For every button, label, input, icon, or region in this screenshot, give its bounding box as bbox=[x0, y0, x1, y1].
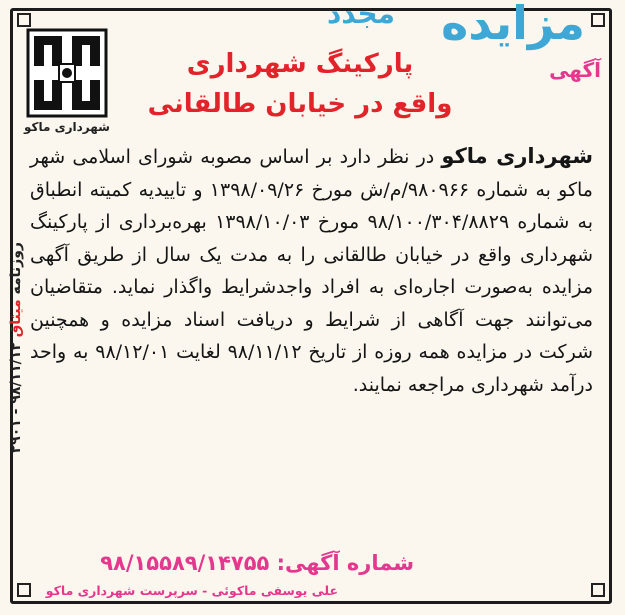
newspaper-side-label bbox=[8, 242, 32, 454]
municipality-logo-icon bbox=[26, 28, 108, 118]
body-lead: شهرداری ماکو bbox=[441, 144, 593, 168]
ad-number: شماره آگهی: ۹۸/۱۵۵۸۹/۱۴۷۵۵ bbox=[100, 551, 414, 575]
logo-caption: شهرداری ماکو bbox=[24, 120, 110, 134]
frame-corner bbox=[591, 583, 605, 597]
title-line-2: واقع در خیابان طالقانی bbox=[147, 89, 453, 119]
side-issue: ۹۸/۱۱/۱۲ - ۲۹۰۱ bbox=[8, 342, 24, 454]
header-banner bbox=[326, 0, 585, 50]
body-text: در نظر دارد بر اساس مصوبه شورای اسلامی شهر ماکو به شماره ۹۸۰۹۶۶/م/ش مورخ ۱۳۹۸/۰۹/۲۶ و تاییدیه کمیته انطباق به شماره ۹۸/۱۰۰/۳۰۴/۸۸۲۹ مورخ ۱۳۹۸/۱۰/۰۳ بهره‌برداری از پارکینگ شهرداری واقع در خیابان طالقانی را به مدت یک سال از طریق آگهی مزایده به‌صورت اجاره‌ای به افراد واجدشرایط واگذار نماید. متقاضیان می‌توانند جهت آگاهی از شرایط و دریافت اسناد مزایده و همچنین شرکت در مزایده همه روزه از تاریخ ۹۸/۱۱/۱۲ لغایت ۹۸/۱۲/۰۱ به واحد درآمد شهرداری مراجعه نمایند. bbox=[30, 146, 593, 396]
frame-corner bbox=[591, 13, 605, 27]
frame-corner bbox=[17, 13, 31, 27]
side-prefix: روزنامه bbox=[8, 242, 24, 295]
title-line-1: پارکینگ شهرداری bbox=[186, 49, 414, 79]
ad-title bbox=[135, 44, 465, 124]
side-newspaper-name: میثاق bbox=[8, 299, 24, 338]
frame-corner bbox=[17, 583, 31, 597]
signature-line: علی یوسفی ماکوئی - سرپرست شهرداری ماکو bbox=[45, 583, 338, 598]
ad-body bbox=[30, 140, 593, 401]
banner-sub: آگهی bbox=[549, 58, 601, 82]
banner-secondary: مجدد bbox=[326, 0, 395, 30]
banner-main: مزایده bbox=[441, 0, 585, 50]
